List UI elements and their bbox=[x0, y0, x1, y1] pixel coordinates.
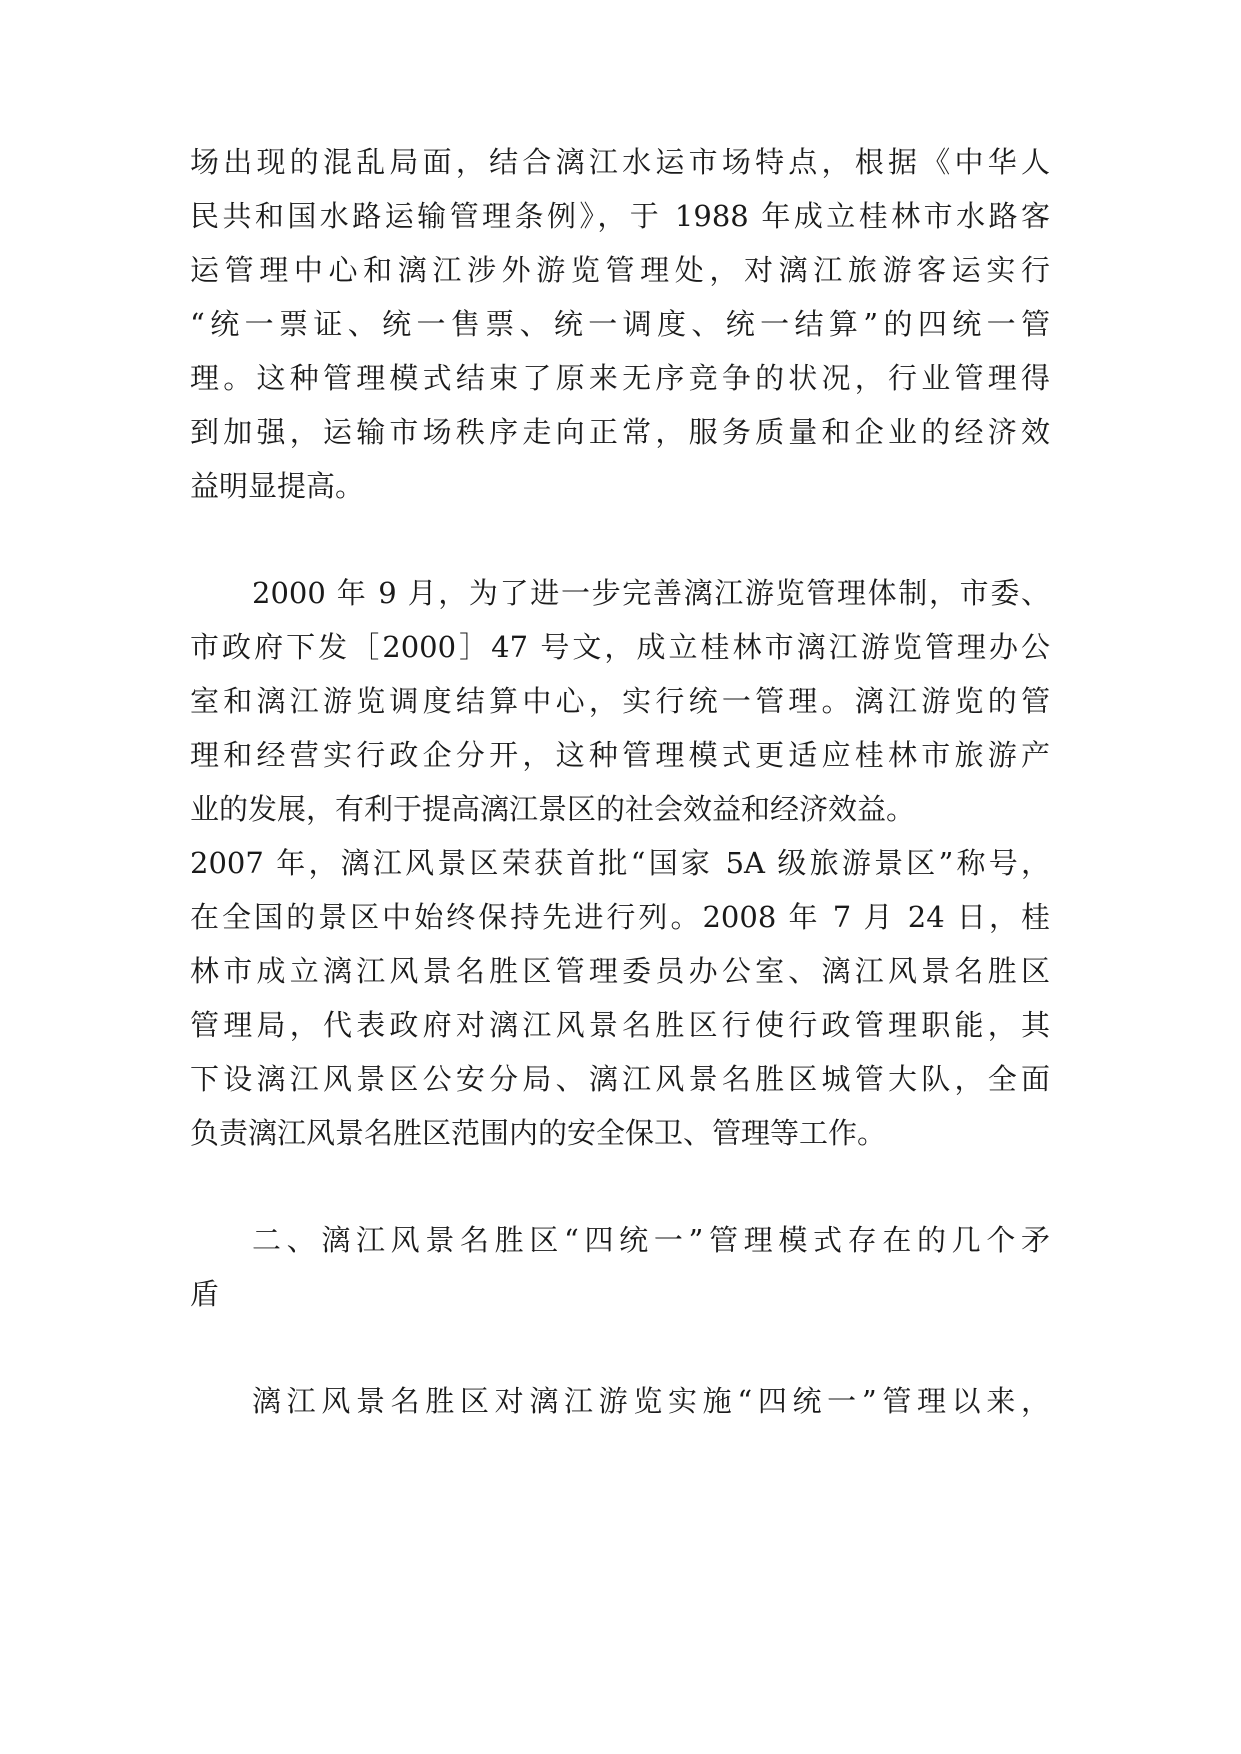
paragraph-line: 场出现的混乱局面，结合漓江水运市场特点，根据《中华人 bbox=[190, 145, 1050, 179]
paragraph-line: 到加强，运输市场秩序走向正常，服务质量和企业的经济效 bbox=[190, 415, 1050, 449]
paragraph-line: 负责漓江风景名胜区范围内的安全保卫、管理等工作。 bbox=[190, 1116, 887, 1150]
paragraph-line: 2000 年 9 月，为了进一步完善漓江游览管理体制，市委、 bbox=[252, 576, 1050, 610]
heading-line: 盾 bbox=[190, 1277, 220, 1311]
paragraph-line: 林市成立漓江风景名胜区管理委员办公室、漓江风景名胜区 bbox=[190, 954, 1050, 988]
paragraph-line: 理和经营实行政企分开，这种管理模式更适应桂林市旅游产 bbox=[190, 738, 1050, 772]
paragraph-line: 运管理中心和漓江涉外游览管理处，对漓江旅游客运实行 bbox=[190, 253, 1050, 287]
heading-line: 二、漓江风景名胜区“四统一”管理模式存在的几个矛 bbox=[252, 1223, 1050, 1257]
paragraph-line: 在全国的景区中始终保持先进行列。2008 年 7 月 24 日，桂 bbox=[190, 900, 1050, 934]
paragraph-line: 室和漓江游览调度结算中心，实行统一管理。漓江游览的管 bbox=[190, 684, 1050, 718]
paragraph-line: 管理局，代表政府对漓江风景名胜区行使行政管理职能，其 bbox=[190, 1008, 1050, 1042]
paragraph-line: 益明显提高。 bbox=[190, 469, 365, 503]
paragraph-line: 下设漓江风景区公安分局、漓江风景名胜区城管大队，全面 bbox=[190, 1062, 1050, 1096]
paragraph-line: “统一票证、统一售票、统一调度、统一结算”的四统一管 bbox=[190, 307, 1050, 341]
paragraph-line: 业的发展，有利于提高漓江景区的社会效益和经济效益。 bbox=[190, 792, 916, 826]
paragraph-line: 理。这种管理模式结束了原来无序竞争的状况，行业管理得 bbox=[190, 361, 1050, 395]
paragraph-line: 民共和国水路运输管理条例》，于 1988 年成立桂林市水路客 bbox=[190, 199, 1050, 233]
paragraph-line: 2007 年，漓江风景区荣获首批“国家 5A 级旅游景区”称号， bbox=[190, 846, 1050, 880]
paragraph-line: 市政府下发［2000］47 号文，成立桂林市漓江游览管理办公 bbox=[190, 630, 1050, 664]
paragraph-line: 漓江风景名胜区对漓江游览实施“四统一”管理以来， bbox=[252, 1384, 1050, 1418]
